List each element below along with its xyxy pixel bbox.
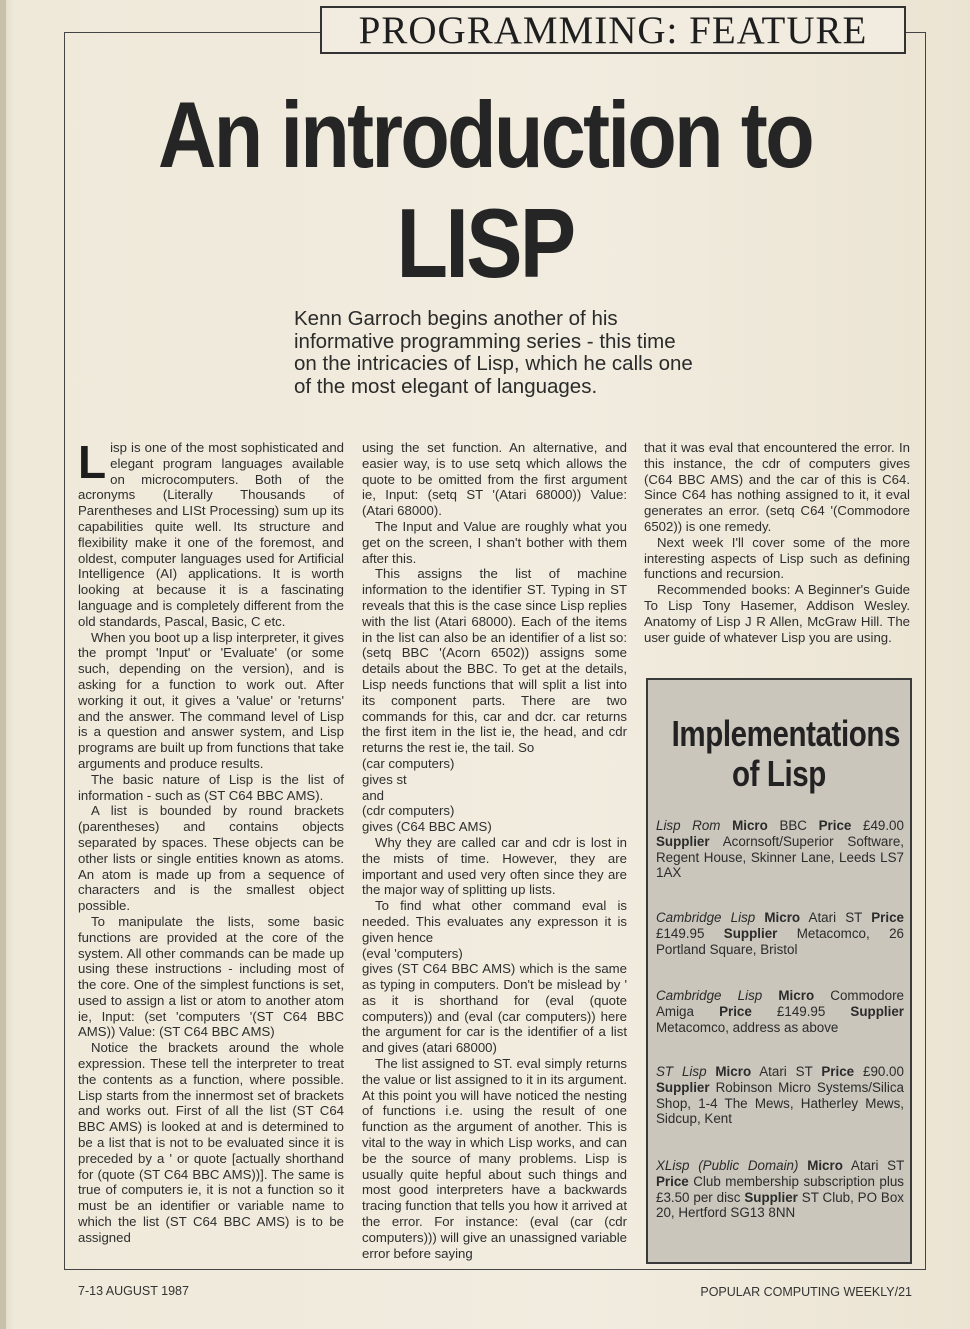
paragraph: Notice the brackets around the whole expression. These tell the interpreter to treat the contents as a function, where possible. Lisp starts from the innermost set of brackets and works out. First of all the list (ST C64 BBC AMS) is looked at and is determined to be a list that is not to be evaluated since it is preceded by a ' or quote [actually shorthand for (quote (ST C64 BBC AMS))]. The same is true of computers ie, it is not a function so it must be an identifier or variable name to which the list (ST C64 BBC AMS) is to be assigned <box>78 1040 344 1245</box>
paragraph: This assigns the list of machine information to the identifier ST. Typing in ST reveals that this is the case since Lisp replies with the list (Atari 68000). Each of the items in the list can also be an identifier of a list so: (setq BBC '(Acorn 6502)) assigns some details about the BBC. To get at the details, Lisp needs functions that will split a list into its component parts. There are two commands for this, car and dcr. car returns the first item in the list ie, the head, and cdr returns the rest ie, the tail. So <box>362 566 627 756</box>
paragraph: Lisp is one of the most sophisticated and elegant program languages available on microcomputers. Both of the acronyms (Literally Thousands of Parentheses and LISt Processing) sum up its capabilities quite well. Its structure and flexibility make it one of the foremost, and oldest, computer languages used for Artificial Intelligence (AI) applications. It is worth looking at because it is a fascinating language and is completely different from the old standards, Pascal, Basic, C etc. <box>78 436 344 629</box>
section-header <box>320 6 906 54</box>
code-line: gives (C64 BBC AMS) <box>362 819 492 835</box>
code-line: (car computers) <box>362 755 455 771</box>
page-folio: POPULAR COMPUTING WEEKLY/21 <box>700 1285 912 1299</box>
implementation-entry: Lisp Rom Micro BBC Price £49.00 Supplier Acornsoft/Superior Software, Regent House, Skinner Lane, Leeds LS7 1AX <box>656 818 904 881</box>
implementation-entry: ST Lisp Micro Atari ST Price £90.00 Supplier Robinson Micro Systems/Silica Shop, 1-4 The Mews, Hatherley Mews, Sidcup, Kent <box>656 1064 904 1127</box>
standfirst: Kenn Garroch begins another of his informative programming series - this time on the intricacies of Lisp, which he calls one of the most elegant of languages. <box>294 307 693 398</box>
paragraph: When you boot up a lisp interpreter, it gives the prompt 'Input' or 'Evaluate' (or some such, depending on the version), and is asking for a function to work out. After working it out, it gives a 'value' or 'returns' and the answer. The command level of Lisp is a question and answer system, and Lisp programs are built up from functions that take arguments and produce results. <box>78 629 344 771</box>
paragraph: To find what other command eval is needed. This evaluates any expresson it is given hence <box>362 898 627 945</box>
implementation-entry: Cambridge Lisp Micro Atari ST Price £149.95 Supplier Metacomco, 26 Portland Square, Bristol <box>656 910 904 957</box>
paragraph: The Input and Value are roughly what you get on the screen, I shan't bother with them after this. <box>362 518 627 566</box>
implementation-entry: Cambridge Lisp Micro Commodore Amiga Price £149.95 Supplier Metacomco, address as above <box>656 988 904 1035</box>
sidebar-title: Implementations of Lisp <box>671 713 901 794</box>
implementation-entry: XLisp (Public Domain) Micro Atari ST Price Club membership subscription plus £3.50 per disc Supplier ST Club, PO Box 20, Hertford SG13 8NN <box>656 1158 905 1221</box>
headline-line-2: LISP <box>396 188 574 298</box>
section-header-label: PROGRAMMING: FEATURE <box>358 9 868 52</box>
paragraph: Recommended books: A Beginner's Guide To Lisp Tony Hasemer, Addison Wesley. Anatomy of Lisp J R Allen, McGraw Hill. The user guide of whatever Lisp you are using. <box>644 582 910 645</box>
code-line: (eval 'computers) <box>362 945 463 961</box>
implementations-sidebar <box>646 678 912 1264</box>
headline-line-1: An introduction to <box>157 82 813 187</box>
paragraph: using the set function. An alternative, and easier way, is to use setq which allows the quote to be omitted from the first argument ie, Input: (setq ST '(Atari 68000)) Value: (Atari 68000). <box>362 440 627 519</box>
paragraph: that it was eval that encountered the error. In this instance, the cdr of computers gives (C64 BBC AMS) and the car of this is C64. Since C64 has nothing assigned to it, it eval generates an error. (setq C64 '(Commodore 6502)) is one remedy. <box>644 440 910 534</box>
paragraph: Why they are called car and cdr is lost in the mists of time. However, they are important and used very often since they are the major way of splitting up lists. <box>362 834 627 898</box>
code-line: gives st <box>362 771 407 787</box>
code-line: (cdr computers) <box>362 803 455 819</box>
article-column-3 <box>644 440 910 645</box>
paragraph: The list assigned to ST. eval simply returns the value or list assigned to it in its argument. At this point you will have noticed the nesting of functions i.e. using the result of one function as the argument of another. This is vital to the way in which Lisp works, and can be the source of many problems. Lisp is usually quite hepful about such things and most good interpreters have a backwards tracing function that tells you how it arrived at the error. For instance: (eval (car (cdr computers))) will give an unassigned variable error before saying <box>362 1056 627 1261</box>
paragraph: To manipulate the lists, some basic functions are provided at the core of the system. All other commands can be made up using these instructions - including most of the core. One of the simplest functions is set, used to assign a list or atom to another atom ie, Input: (set 'computers '(ST C64 BBC AMS)) Value: (ST C64 BBC AMS) <box>78 913 344 1040</box>
drop-cap: L <box>78 436 107 488</box>
paragraph: The basic nature of Lisp is the list of information - such as (ST C64 BBC AMS). <box>78 771 344 803</box>
article-column-2 <box>362 440 627 1261</box>
paragraph: gives (ST C64 BBC AMS) which is the same as typing in computers. Don't be mislead by ' as it is shorthand for (eval (quote computers)) and (eval (car computers)) here the argument for car is the identifier of a list and gives (atari 68000) <box>362 961 627 1056</box>
article-column-1 <box>78 436 344 1246</box>
code-line: and <box>362 787 385 803</box>
issue-date: 7-13 AUGUST 1987 <box>78 1284 189 1298</box>
page-spine <box>0 0 6 1329</box>
paragraph: A list is bounded by round brackets (parentheses) and contains objects separated by spaces. These objects can be other lists or single entities known as atoms. An atom is made up from a sequence of characters and is the smallest object possible. <box>78 803 344 914</box>
paragraph: Next week I'll cover some of the more interesting aspects of Lisp such as defining functions and recursion. <box>644 534 910 582</box>
